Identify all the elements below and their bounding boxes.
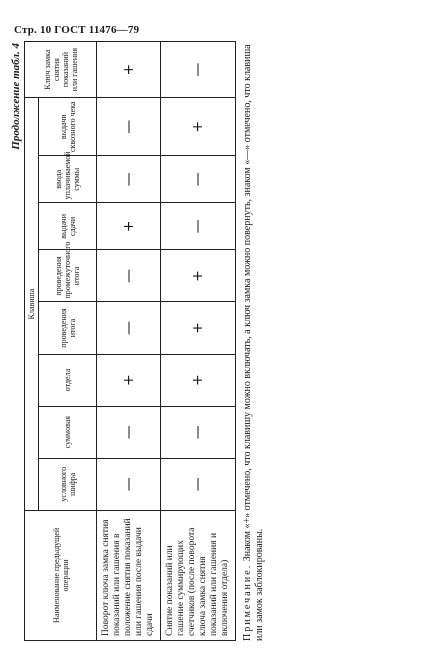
table-row	[97, 42, 161, 641]
col-header-4: проведения итога	[39, 302, 97, 354]
table-note	[242, 41, 266, 641]
cell-value: —	[161, 156, 236, 203]
cell-value: +	[161, 302, 236, 354]
cell-value: +	[97, 354, 161, 406]
note-text: Знаком «+» отмечено, что клавишу можно включать, а ключ замка можно повернуть, знаком «—» отмечено, что клавиша или замок заблокированы.	[242, 44, 265, 641]
row-operation: Поворот ключа замка снятия показаний или гашения в положение снятия показаний или гашения после выдачи сдачи	[97, 510, 161, 640]
col-header-2: суммовая	[39, 406, 97, 458]
col-header-7: ввода уплачиваемой суммы	[39, 156, 97, 203]
cell-value: +	[97, 203, 161, 250]
rotated-table-region	[10, 41, 278, 641]
page-header: Стр. 10 ГОСТ 11476—79	[14, 24, 140, 36]
table-row	[161, 42, 236, 641]
cell-value: +	[161, 98, 236, 156]
cell-value: —	[97, 406, 161, 458]
col-header-3: отдела	[39, 354, 97, 406]
op-column-header: Наименование предыдущей операции	[25, 510, 97, 640]
col-header-1: условного шифра	[39, 458, 97, 510]
keys-table	[24, 41, 236, 641]
col-header-5: проведения промежуточного итога	[39, 250, 97, 302]
cell-value: +	[97, 42, 161, 98]
table-continuation-label: Продолжение табл. 4	[10, 43, 22, 150]
cell-value: —	[97, 98, 161, 156]
col-header-6: выдачи сдачи	[39, 203, 97, 250]
cell-value: —	[97, 156, 161, 203]
cell-value: —	[161, 42, 236, 98]
cell-value: —	[97, 250, 161, 302]
col-header-8: выдачи сквозного чека	[39, 98, 97, 156]
cell-value: —	[161, 406, 236, 458]
cell-value: —	[161, 203, 236, 250]
cell-value: —	[97, 458, 161, 510]
row-operation: Снятие показаний или гашение суммирующих счетчиков (после поворота ключа замка снятия показаний или гашения и включения отдела)	[161, 510, 236, 640]
cell-value: —	[97, 302, 161, 354]
cell-value: +	[161, 250, 236, 302]
cell-value: +	[161, 354, 236, 406]
note-label: Примечание.	[242, 563, 253, 641]
cell-value: —	[161, 458, 236, 510]
col-header-9: Ключ замка снятия показаний или гашения	[25, 42, 97, 98]
keys-group-header: Клавиша	[25, 98, 39, 511]
